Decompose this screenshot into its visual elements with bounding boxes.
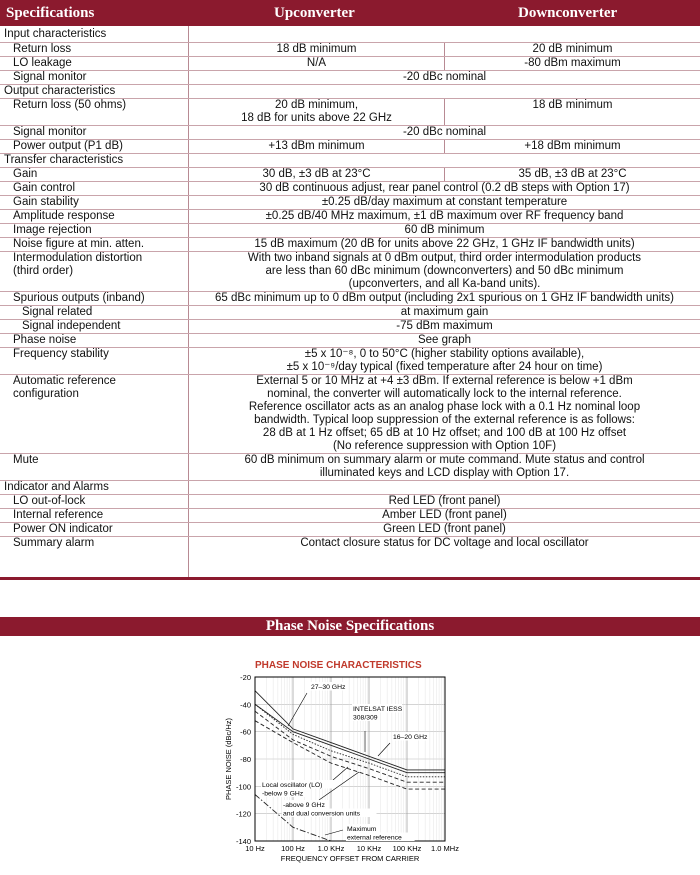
spec-row: [0, 291, 700, 306]
y-axis-label: PHASE NOISE (dBc/Hz): [224, 717, 233, 801]
series-line: [255, 711, 445, 782]
upconverter-value: N/A: [306, 57, 327, 69]
annotation-label: 308/309: [353, 714, 378, 722]
spec-row: [0, 125, 700, 140]
spec-row: [0, 195, 700, 210]
downconverter-value: 18 dB minimum: [532, 99, 613, 111]
series-line: [255, 721, 445, 789]
phase-noise-chart: [215, 655, 475, 870]
y-tick-label: -20: [240, 673, 251, 682]
annotation-label: and dual conversion units: [283, 810, 361, 818]
spec-row: [0, 374, 700, 454]
spec-row: [0, 56, 700, 71]
annotation-leader: [325, 830, 343, 835]
spec-value: -75 dBm maximum: [396, 320, 493, 332]
spec-label: Spurious outputs (inband): [13, 292, 145, 304]
spec-label: Power output (P1 dB): [13, 140, 123, 152]
spec-row: [0, 70, 700, 85]
spec-value: See graph: [417, 334, 472, 346]
spec-row: [0, 305, 700, 320]
spec-label: Indicator and Alarms: [4, 481, 109, 493]
annotation-leader: [378, 743, 390, 756]
spec-row: [0, 167, 700, 182]
y-tick-label: -40: [240, 700, 251, 710]
spec-row: [0, 319, 700, 334]
downconverter-value: -80 dBm maximum: [524, 57, 621, 69]
chart-series: [255, 691, 445, 841]
spec-row: [0, 480, 700, 495]
spec-row: [0, 251, 700, 292]
spec-row: [0, 522, 700, 537]
spec-value: ±0.25 dB/40 MHz maximum, ±1 dB maximum over RF frequency band: [265, 210, 624, 222]
annotation-label: -below 9 GHz: [262, 790, 304, 798]
spec-label: Input characteristics: [4, 28, 107, 40]
spec-label: Signal independent: [22, 320, 121, 332]
spec-value: 60 dB minimum: [404, 224, 485, 236]
spec-row: [0, 508, 700, 523]
chart-title: PHASE NOISE CHARACTERISTICS: [255, 660, 422, 671]
spec-row: [0, 139, 700, 154]
spec-row: [0, 42, 700, 57]
spec-label: Phase noise: [13, 334, 77, 346]
y-tick-label: -120: [235, 809, 251, 819]
spec-table-header: [0, 0, 700, 26]
spec-label: LO out-of-lock: [13, 495, 86, 507]
spec-label: Gain stability: [13, 196, 79, 208]
y-tick-label: -100: [235, 782, 251, 792]
spec-row: [0, 453, 700, 481]
spec-label: Return loss (50 ohms): [13, 99, 127, 111]
spec-value: 65 dBc minimum up to 0 dBm output (including 2x1 spurious on 1 GHz IF bandwidth units): [215, 292, 674, 304]
spec-row: [0, 223, 700, 238]
phase-noise-section-title: Phase Noise Specifications: [0, 617, 700, 636]
annotation-label: 27–30 GHz: [311, 684, 346, 691]
spec-row: [0, 84, 700, 99]
x-tick-label: 1.0 MHz: [431, 844, 459, 853]
upconverter-value: +13 dBm minimum: [268, 140, 365, 152]
x-tick-label: 10 KHz: [356, 844, 382, 853]
spec-label: Gain control: [13, 182, 76, 194]
spec-value: External 5 or 10 MHz at +4 ±3 dBm. If external reference is below +1 dBm nominal, the converter will automatically lock to the internal reference. Reference oscillator acts as an analog phase lock with a 0.1 Hz nominal loop bandwidth. Typical loop suppression of the external reference is as follows: 28 dB at 1 Hz offset; 65 dB at 10 Hz offset; and 100 dB at 100 Hz offset (No reference suppression with Option 10F): [248, 375, 641, 452]
spec-value: 15 dB maximum (20 dB for units above 22 GHz, 1 GHz IF bandwidth units): [254, 238, 635, 250]
spec-row: [0, 536, 700, 551]
spec-value: -20 dBc nominal: [402, 71, 487, 83]
x-axis-label: FREQUENCY OFFSET FROM CARRIER: [280, 854, 420, 863]
annotation-label: 16–20 GHz: [393, 734, 428, 741]
spec-label: Output characteristics: [4, 85, 116, 97]
spec-label: Gain: [13, 168, 38, 180]
x-tick-label: 1.0 KHz: [317, 844, 345, 853]
annotation-leader: [288, 693, 307, 726]
spec-value: ±0.25 dB/day maximum at constant temperature: [321, 196, 568, 208]
spec-label: Transfer characteristics: [4, 154, 124, 166]
annotation-label: -above 9 GHz: [283, 802, 325, 809]
y-tick-label: -140: [235, 837, 251, 846]
downconverter-value: +18 dBm minimum: [524, 140, 621, 152]
downconverter-value: 20 dB minimum: [532, 43, 613, 55]
spec-value: -20 dBc nominal: [402, 126, 487, 138]
chart-annotations: [261, 682, 428, 842]
upconverter-value: 20 dB minimum, 18 dB for units above 22 GHz: [241, 99, 392, 124]
y-tick-label: -60: [240, 727, 251, 737]
annotation-label: Local oscillator (LO): [262, 782, 323, 789]
spec-row: [0, 209, 700, 224]
x-tick-label: 100 KHz: [392, 844, 422, 853]
spec-row: [0, 181, 700, 196]
spec-value: 60 dB minimum on summary alarm or mute command. Mute status and control illuminated keys and LCD display with Option 17.: [244, 454, 645, 479]
spec-value: at maximum gain: [400, 306, 489, 318]
spec-label: Noise figure at min. atten.: [13, 238, 145, 250]
header-upconverter: Upconverter: [274, 5, 355, 21]
spec-label: Summary alarm: [13, 537, 95, 549]
x-tick-label: 100 Hz: [281, 844, 305, 853]
spec-label: Signal monitor: [13, 126, 87, 138]
spec-value: Red LED (front panel): [388, 495, 501, 507]
spec-row: [0, 494, 700, 509]
spec-label: Internal reference: [13, 509, 104, 521]
annotation-label: external reference: [347, 834, 402, 842]
spec-value: Amber LED (front panel): [382, 509, 507, 521]
spec-label: LO leakage: [13, 57, 72, 69]
x-tick-label: 10 Hz: [245, 844, 265, 853]
spec-row: [0, 347, 700, 375]
spec-label: Signal related: [22, 306, 93, 318]
spec-label: Power ON indicator: [13, 523, 113, 535]
y-tick-label: -80: [240, 755, 251, 764]
spec-row: [0, 237, 700, 252]
spec-label: Automatic reference configuration: [13, 375, 116, 400]
spec-label: Mute: [13, 454, 39, 466]
spec-value: Green LED (front panel): [383, 523, 506, 535]
spec-row: [0, 28, 700, 42]
spec-row: [0, 333, 700, 348]
spec-value: Contact closure status for DC voltage and local oscillator: [300, 537, 589, 549]
header-downconverter: Downconverter: [518, 5, 618, 21]
spec-row: [0, 153, 700, 168]
spec-label: Signal monitor: [13, 71, 87, 83]
spec-row: [0, 98, 700, 126]
header-specifications: Specifications: [6, 5, 95, 21]
annotation-label: Maximum: [347, 826, 377, 833]
spec-value: ±5 x 10⁻⁸, 0 to 50°C (higher stability options available), ±5 x 10⁻⁹/day typical (fixed temperature after 24 hour on time): [286, 348, 603, 373]
spec-label: Return loss: [13, 43, 72, 55]
upconverter-value: 30 dB, ±3 dB at 23°C: [262, 168, 371, 180]
spec-value: 30 dB continuous adjust, rear panel control (0.2 dB steps with Option 17): [259, 182, 630, 194]
downconverter-value: 35 dB, ±3 dB at 23°C: [518, 168, 627, 180]
spec-label: Frequency stability: [13, 348, 109, 360]
series-line: [255, 691, 445, 770]
chart-axes: [224, 673, 459, 863]
spec-value: With two inband signals at 0 dBm output, third order intermodulation products are less than 60 dBc minimum (downconverters) and 50 dBc minimum (upconverters, and all Ka-band units).: [247, 252, 642, 290]
spec-label: Image rejection: [13, 224, 92, 236]
annotation-label: INTELSAT IESS: [353, 706, 403, 713]
table-bottom-rule: [0, 577, 700, 580]
upconverter-value: 18 dB minimum: [276, 43, 357, 55]
spec-label: Intermodulation distortion (third order): [13, 252, 143, 277]
spec-label: Amplitude response: [13, 210, 115, 222]
